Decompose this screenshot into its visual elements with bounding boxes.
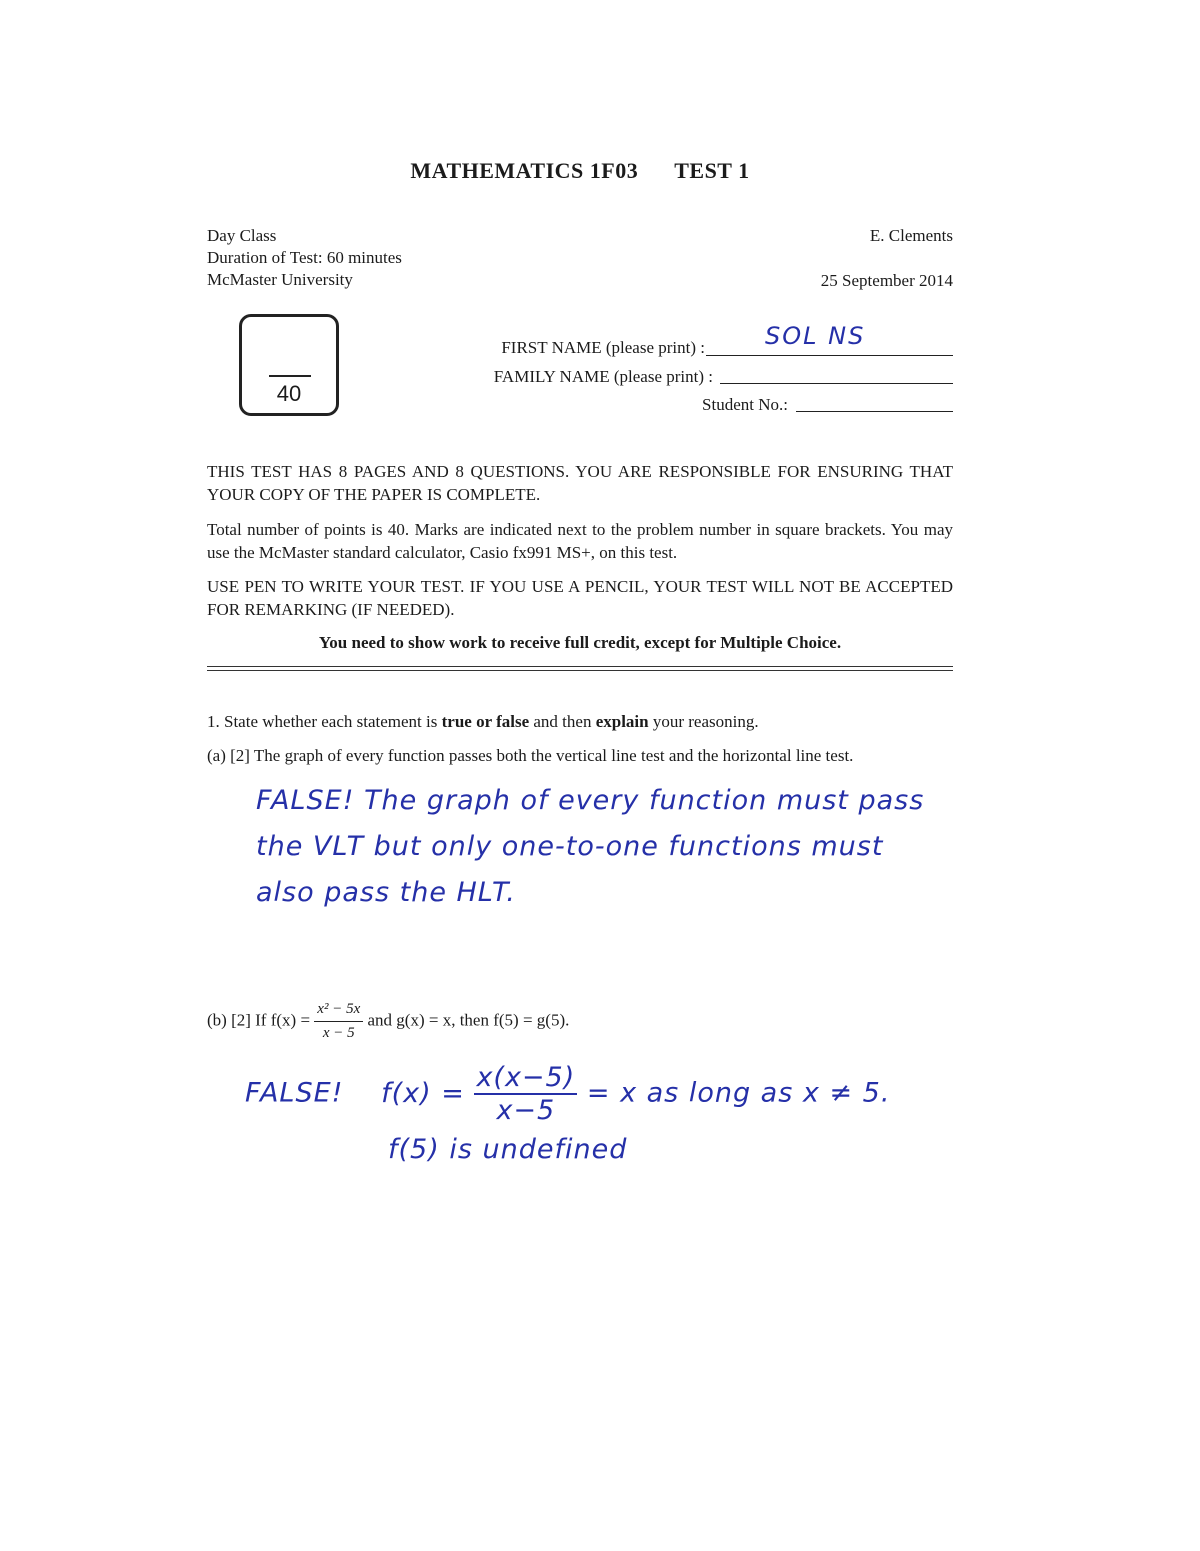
test-duration: Duration of Test: 60 minutes: [207, 248, 402, 267]
first-name-input[interactable]: [706, 355, 953, 356]
q1-prompt-start: 1. State whether each statement is: [207, 712, 442, 731]
score-line: [269, 375, 311, 377]
q1b-fraction: [314, 998, 363, 1045]
answer-1b-false: FALSE!: [245, 1077, 344, 1109]
answer-1b-fraction: [474, 1062, 577, 1126]
answer-1a-line-1: FALSE! The graph of every function must pass: [256, 785, 925, 816]
answer-1b-rhs: = x as long as x ≠ 5.: [586, 1077, 891, 1109]
family-name-input[interactable]: [720, 383, 953, 384]
family-name-label: FAMILY NAME (please print) :: [493, 367, 713, 386]
answer-1b-numerator: x(x−5): [476, 1062, 576, 1093]
q1-prompt-true-false: true or false: [441, 712, 530, 731]
q1b-suffix: and g(x) = x, then f(5) = g(5).: [367, 1010, 570, 1030]
test-meta-left: [207, 225, 402, 291]
institution: McMaster University: [207, 270, 353, 289]
q1-prompt-explain: explain: [595, 712, 649, 731]
test-date: 25 September 2014: [820, 271, 953, 290]
q1b-prefix: (b) [2] If f(x) =: [207, 1010, 311, 1030]
instructions-pages: THIS TEST HAS 8 PAGES AND 8 QUESTIONS. YOU ARE RESPONSIBLE FOR ENSURING THAT YOUR COPY OF THE PAPER IS COMPLETE.: [207, 462, 953, 504]
instructions-points: Total number of points is 40. Marks are indicated next to the problem number in square brackets. You may use the McMaster standard calculator, Casio fx991 MS+, on this test.: [207, 520, 953, 562]
score-total: 40: [276, 381, 302, 406]
class-type: Day Class: [207, 226, 277, 245]
answer-1b-line-1: [245, 1062, 890, 1126]
answer-1a-line-3: also pass the HLT.: [256, 877, 516, 908]
question-1b: [207, 998, 569, 1045]
q1-prompt-mid: and then: [529, 712, 596, 731]
course-title: MATHEMATICS 1F03: [410, 158, 639, 183]
page-title: [0, 158, 1160, 184]
student-no-input[interactable]: [796, 411, 953, 412]
answer-1b-denominator: x−5: [496, 1095, 556, 1126]
question-1a: (a) [2] The graph of every function passes both the vertical line test and the horizontal line test.: [207, 746, 854, 765]
instructions-pen: USE PEN TO WRITE YOUR TEST. IF YOU USE A PENCIL, YOUR TEST WILL NOT BE ACCEPTED FOR REMARKING (IF NEEDED).: [207, 577, 953, 619]
divider-bottom: [207, 670, 953, 671]
answer-1a-line-2: the VLT but only one-to-one functions must: [256, 831, 884, 862]
first-name-value: SOL NS: [765, 322, 866, 350]
student-no-label: Student No.:: [702, 395, 788, 414]
score-box: [239, 314, 339, 416]
q1b-numerator: x² − 5x: [314, 998, 363, 1022]
instructor: E. Clements: [869, 226, 953, 245]
test-title: TEST 1: [674, 158, 750, 183]
answer-1b-line-2: f(5) is undefined: [388, 1134, 628, 1165]
first-name-label: FIRST NAME (please print) :: [501, 338, 705, 357]
answer-1b-lhs: f(x) =: [381, 1077, 465, 1109]
divider-top: [207, 666, 953, 667]
q1b-denominator: x − 5: [322, 1025, 355, 1041]
instructions-show-work: You need to show work to receive full credit, except for Multiple Choice.: [318, 633, 842, 652]
q1-prompt-end: your reasoning.: [648, 712, 759, 731]
question-1-prompt: [207, 710, 953, 733]
